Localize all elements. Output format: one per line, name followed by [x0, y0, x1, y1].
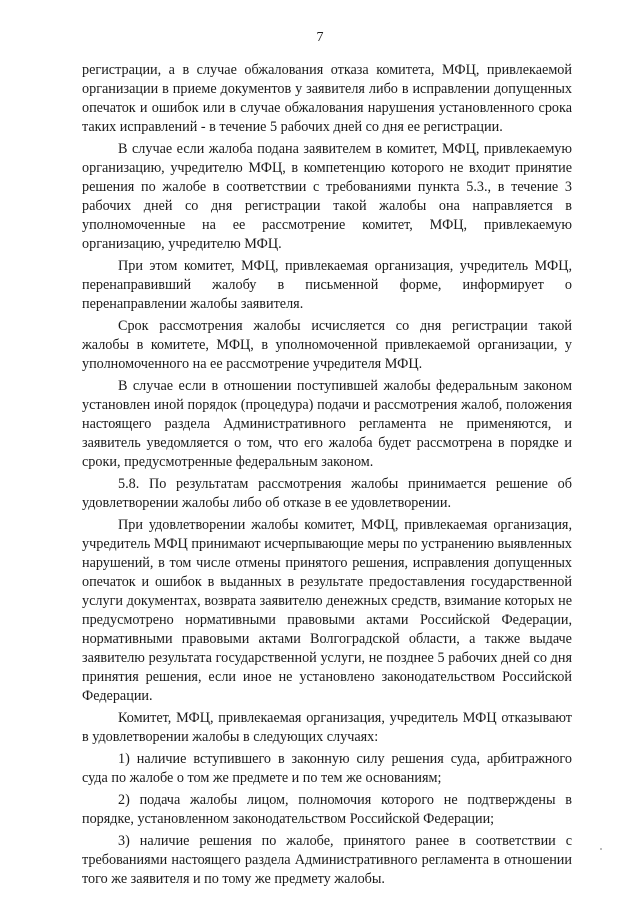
list-item: 2) подача жалобы лицом, полномочия которого не подтверждены в порядке, установленном законодательством Российской Федерации;: [82, 792, 572, 827]
paragraph: При этом комитет, МФЦ, привлекаемая организация, учредитель МФЦ, перенаправивший жалобу в письменной форме, информирует о перенаправлении жалобы заявителя.: [82, 258, 572, 312]
paragraph: В случае если в отношении поступившей жалобы федеральным законом установлен иной порядок (процедура) подачи и рассмотрения жалоб, положения настоящего раздела Административного регламента не применяются, и заявитель уведомляется о том, что его жалоба будет рассмотрена в порядке и сроки, предусмотренные федеральным законом.: [82, 378, 572, 470]
paragraph: При удовлетворении жалобы комитет, МФЦ, привлекаемая организация, учредитель МФЦ принимают исчерпывающие меры по устранению выявленных нарушений, в том числе отмены принятого решения, исправления допущенных опечаток и ошибок в выданных в результате предоставления государственной услуги документах, возврата заявителю денежных средств, взимание которых не предусмотрено нормативными правовыми актами Российской Федерации, нормативными правовыми актами Волгоградской области, а также выдаче заявителю результата государственной услуги, не позднее 5 рабочих дней со дня принятия решения, если иное не установлено законодательством Российской Федерации.: [82, 517, 572, 704]
page-number: 7: [316, 30, 324, 45]
scan-speck: [600, 848, 602, 850]
paragraph: Комитет, МФЦ, привлекаемая организация, учредитель МФЦ отказывают в удовлетворении жалобы в следующих случаях:: [82, 710, 572, 745]
paragraph: регистрации, а в случае обжалования отказа комитета, МФЦ, привлекаемой организации в приеме документов у заявителя либо в исправлении допущенных опечаток и ошибок или в случае обжалования нарушения установленного срока таких исправлений - в течение 5 рабочих дней со дня ее регистрации.: [82, 62, 572, 135]
document-body: [82, 61, 572, 892]
paragraph: В случае если жалоба подана заявителем в комитет, МФЦ, привлекаемую организацию, учредителю МФЦ, в компетенцию которого не входит принятие решения по жалобе в соответствии с требованиями пункта 5.3., в течение 3 рабочих дней со дня регистрации такой жалобы она направляется в уполномоченные на ее рассмотрение комитет, МФЦ, привлекаемую организацию, учредителю МФЦ.: [82, 141, 572, 252]
paragraph: Срок рассмотрения жалобы исчисляется со дня регистрации такой жалобы в комитете, МФЦ, в уполномоченной привлекаемой организации, у уполномоченного на ее рассмотрение учредителя МФЦ.: [82, 318, 572, 372]
list-item: 3) наличие решения по жалобе, принятого ранее в соответствии с требованиями настоящего раздела Административного регламента в отношении того же заявителя и по тому же предмету жалобы.: [82, 833, 572, 887]
list-item: 1) наличие вступившего в законную силу решения суда, арбитражного суда по жалобе о том же предмете и по тем же основаниям;: [82, 751, 572, 786]
paragraph: 5.8. По результатам рассмотрения жалобы принимается решение об удовлетворении жалобы либо об отказе в ее удовлетворении.: [82, 476, 572, 511]
